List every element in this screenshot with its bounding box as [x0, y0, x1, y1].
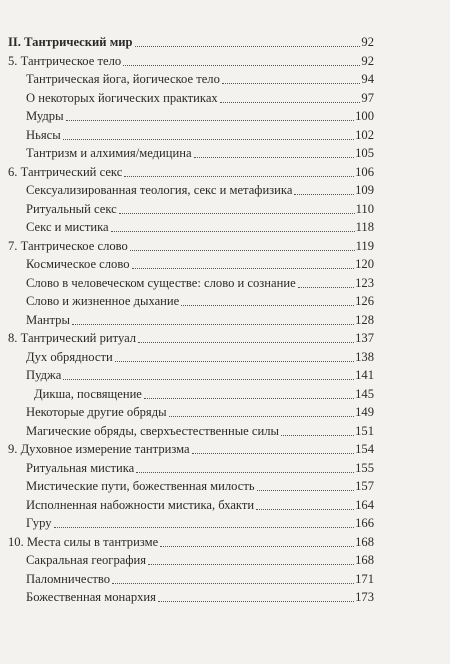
dot-leader [148, 564, 354, 565]
toc-entry [26, 291, 374, 309]
toc-entry-title: Ритуальный секс [26, 201, 117, 216]
toc-entry-page: 97 [361, 90, 374, 105]
toc-entry-page: 119 [355, 238, 374, 253]
toc-entry-page: 128 [355, 312, 374, 327]
dot-leader [281, 435, 354, 436]
toc-entry-title: Исполненная набожности мистика, бхакти [26, 497, 255, 512]
toc-entry [26, 69, 374, 87]
toc-entry [8, 162, 374, 180]
toc-entry-page: 168 [355, 534, 374, 549]
toc-entry-page: 126 [355, 294, 374, 308]
toc-entry-page: 123 [355, 275, 374, 290]
toc-entry-page: 100 [355, 109, 374, 123]
toc-entry [26, 347, 374, 365]
toc-entry-page: 149 [355, 405, 374, 419]
toc-entry [26, 513, 374, 531]
toc-entry-page: 157 [355, 479, 374, 493]
toc-entry-page: 120 [355, 257, 374, 271]
toc-entry [26, 273, 374, 291]
toc-entry [26, 125, 374, 143]
dot-leader [112, 583, 354, 584]
toc-entry-page: 173 [355, 590, 374, 604]
dot-leader [169, 416, 355, 417]
toc-entry-title: Слово и жизненное дыхание [26, 294, 180, 308]
dot-leader [115, 361, 354, 362]
toc-entry-title: II. Тантрический мир [8, 35, 133, 49]
toc-entry-title: Некоторые другие обряды [26, 405, 167, 419]
dot-leader [123, 65, 360, 66]
dot-leader [136, 472, 354, 473]
toc-entry [26, 476, 374, 494]
toc-entry-title: Пуджа [26, 368, 62, 382]
toc-entry-page: 138 [355, 349, 374, 364]
toc-entry [26, 254, 374, 272]
toc-entry-title: Тантризм и алхимия/медицина [26, 146, 192, 160]
dot-leader [54, 527, 355, 528]
dot-leader [257, 490, 355, 491]
toc-entry-title: Дикша, посвящение [34, 386, 142, 401]
dot-leader [220, 102, 361, 103]
toc-entry-title: Сексуализированная теология, секс и метафизика [26, 183, 293, 197]
toc-entry [26, 550, 374, 568]
toc-entry-page: 141 [355, 368, 374, 382]
toc-entry-title: Дух обрядности [26, 349, 113, 364]
toc-entry-page: 137 [355, 331, 374, 345]
toc-entry [8, 32, 374, 50]
toc-entry-page: 168 [355, 553, 374, 567]
toc-entry-page: 154 [355, 442, 374, 456]
dot-leader [130, 250, 355, 251]
toc-entry-title: 9. Духовное измерение тантризма [8, 442, 190, 456]
toc-entry-title: 8. Тантрический ритуал [8, 331, 137, 345]
dot-leader [135, 46, 361, 47]
toc-entry-title: Мистические пути, божественная милость [26, 479, 255, 493]
toc-entry [26, 495, 374, 513]
dot-leader [181, 305, 354, 306]
toc-entry [8, 51, 374, 69]
toc-entry-page: 105 [355, 146, 374, 160]
dot-leader [160, 546, 354, 547]
toc-entry-title: Мантры [26, 312, 70, 327]
toc-entry-title: 5. Тантрическое тело [8, 53, 122, 68]
toc-entry-page: 109 [355, 183, 374, 197]
dot-leader [144, 398, 354, 399]
toc-entry-page: 166 [355, 516, 374, 530]
toc-entry-title: Гуру [26, 516, 52, 530]
toc-entry-title: Ритуальная мистика [26, 460, 135, 475]
toc-entry [26, 587, 374, 605]
dot-leader [63, 139, 354, 140]
toc-entry-page: 118 [355, 220, 374, 234]
toc-entry [8, 328, 374, 346]
toc-entry-page: 102 [355, 127, 374, 142]
toc-entry-page: 92 [361, 35, 374, 49]
dot-leader [132, 268, 355, 269]
dot-leader [194, 157, 355, 158]
toc-entry-title: Божественная монархия [26, 590, 156, 604]
dot-leader [192, 453, 354, 454]
toc-entry [26, 569, 374, 587]
toc-entry-title: Тантрическая йога, йогическое тело [26, 72, 220, 86]
dot-leader [222, 83, 361, 84]
dot-leader [256, 509, 354, 510]
toc-entry [34, 384, 374, 402]
toc-entry-title: О некоторых йогических практиках [26, 90, 218, 105]
toc-entry-title: 7. Тантрическое слово [8, 238, 128, 253]
toc-entry-title: 6. Тантрический секс [8, 164, 123, 179]
toc-entry-title: Секс и мистика [26, 220, 109, 234]
toc-entry-page: 171 [355, 571, 374, 586]
toc-entry-title: Паломничество [26, 571, 111, 586]
dot-leader [138, 342, 354, 343]
dot-leader [124, 176, 354, 177]
toc-entry-title: Ньясы [26, 127, 61, 142]
toc-entry [26, 88, 374, 106]
toc-entry-title: Магические обряды, сверхъестественные силы [26, 423, 279, 438]
toc-entry [26, 180, 374, 198]
toc-entry-title: Слово в человеческом существе: слово и сознание [26, 275, 296, 290]
toc-entry-title: Космическое слово [26, 257, 130, 271]
toc-entry-page: 145 [355, 386, 374, 401]
toc-entry [26, 106, 374, 124]
dot-leader [119, 213, 355, 214]
toc-entry [26, 143, 374, 161]
dot-leader [298, 287, 354, 288]
toc-entry-page: 151 [355, 423, 374, 438]
toc-entry-title: Мудры [26, 109, 64, 123]
toc-entry-page: 94 [361, 72, 374, 86]
toc-entry-title: Сакральная география [26, 553, 147, 567]
toc-entry-page: 92 [361, 53, 374, 68]
dot-leader [111, 231, 355, 232]
toc-entry [8, 532, 374, 550]
toc-entry-title: 10. Места силы в тантризме [8, 534, 159, 549]
toc-entry [26, 217, 374, 235]
toc-entry-page: 164 [355, 497, 374, 512]
toc-entry [26, 310, 374, 328]
toc-entry-page: 110 [355, 201, 374, 216]
toc-entry [8, 236, 374, 254]
dot-leader [158, 601, 354, 602]
dot-leader [72, 324, 354, 325]
toc-entry [26, 365, 374, 383]
toc-entry [8, 439, 374, 457]
toc-entry [26, 458, 374, 476]
toc-entry [26, 199, 374, 217]
toc-entry [26, 421, 374, 439]
dot-leader [63, 379, 354, 380]
dot-leader [66, 120, 355, 121]
toc-entry [26, 402, 374, 420]
toc-entry-page: 155 [355, 460, 374, 475]
toc-entry-page: 106 [355, 164, 374, 179]
dot-leader [294, 194, 354, 195]
